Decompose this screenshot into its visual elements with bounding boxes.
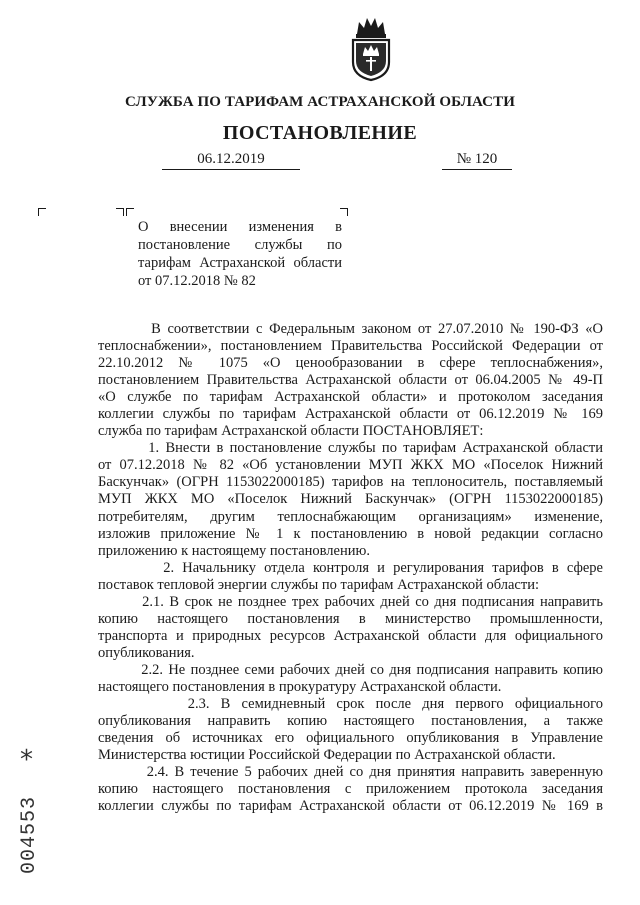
body-line: МУП ЖКХ МО «Поселок Нижний Баскунчак» (ОГРН 1153022000185) <box>98 491 603 508</box>
body-paragraph <box>98 662 603 696</box>
body-line: настоящего постановления в прокуратуру Астраханской области. <box>98 678 502 695</box>
body-line: 2.1. В срок не позднее трех рабочих дней со дня подписания направить <box>98 593 604 610</box>
document-body <box>98 321 603 815</box>
body-line: Баскунчак» (ОГРН 1153022000185) тарифов на теплоноситель, поставляемый <box>98 474 603 491</box>
body-line: служба по тарифам Астраханской области ПОСТАНОВЛЯЕТ: <box>98 423 484 440</box>
astrakhan-coat-of-arms-icon <box>349 14 393 82</box>
body-line: сведения об источниках его официального опубликования в Управление <box>98 730 603 747</box>
stamp-mark: * <box>20 745 33 775</box>
body-line: опубликования направить копию настоящего постановления, а также <box>98 713 603 730</box>
document-type-title: ПОСТАНОВЛЕНИЕ <box>222 122 418 144</box>
body-line: 2.2. Не позднее семи рабочих дней со дня подписания направить копию <box>98 661 603 678</box>
body-line: копию настоящего постановления с приложением протокола заседания <box>98 781 603 798</box>
body-line: 2.3. В семидневный срок после дня первого официального <box>98 696 603 713</box>
body-line: изложив приложение № 1 к постановлению в новой редакции согласно <box>98 525 603 542</box>
body-line: поставок тепловой энергии службы по тарифам Астраханской области: <box>98 576 539 593</box>
body-line: 22.10.2012 № 1075 «О ценообразовании в сфере теплоснабжения», <box>98 355 603 372</box>
subject-line: тарифам Астраханской области <box>138 255 342 271</box>
subject-line: постановление службы по <box>138 237 342 253</box>
body-paragraph <box>98 696 603 764</box>
body-line: от 07.12.2018 № 82 «Об установлении МУП ЖКХ МО «Поселок Нижний <box>98 457 603 474</box>
body-line: транспорта и природных ресурсов Астраханской области для официального <box>98 627 603 644</box>
corner-bracket-subject-left-a <box>116 208 124 216</box>
corner-bracket-subject-right <box>340 208 348 216</box>
body-line: «О службе по тарифам Астраханской области» и протоколом заседания <box>98 389 603 406</box>
body-line: 2.4. В течение 5 рабочих дней со дня принятия направить заверенную <box>98 764 603 781</box>
document-subject <box>138 218 342 290</box>
body-line: приложению к настоящему постановлению. <box>98 542 370 559</box>
body-line: потребителям, другим теплоснабжающим организациям» изменение, <box>98 508 603 525</box>
body-line: Министерства юстиции Российской Федерации по Астраханской области. <box>98 747 556 764</box>
body-paragraph <box>98 594 603 662</box>
stamp-number <box>14 774 44 874</box>
subject-line: от 07.12.2018 № 82 <box>138 273 256 289</box>
body-line: В соответствии с Федеральным законом от 27.07.2010 № 190-ФЗ «О <box>98 321 603 337</box>
corner-bracket-subject-left-b <box>126 208 134 216</box>
body-line: теплоснабжении», постановлением Правительства Российской Федерации от <box>98 338 603 355</box>
document-date: 06.12.2019 <box>162 151 300 170</box>
subject-line: О внесении изменения в <box>138 219 342 235</box>
body-line: 2. Начальнику отдела контроля и регулирования тарифов в сфере <box>98 559 603 576</box>
body-paragraph <box>98 321 603 440</box>
body-line: копию настоящего постановления в министерство промышленности, <box>98 610 603 627</box>
body-line: постановлением Правительства Астраханской области от 06.04.2005 № 49-П <box>98 372 603 389</box>
body-paragraph <box>98 440 603 559</box>
body-line: коллегии службы по тарифам Астраханской области от 06.12.2019 № 169 в <box>98 798 603 815</box>
body-line: коллегии службы по тарифам Астраханской области от 06.12.2019 № 169 <box>98 406 603 423</box>
body-line: опубликования. <box>98 644 195 661</box>
document-number: № 120 <box>442 151 512 170</box>
organization-title: СЛУЖБА ПО ТАРИФАМ АСТРАХАНСКОЙ ОБЛАСТИ <box>125 94 515 110</box>
corner-bracket-top-left <box>38 208 46 216</box>
body-paragraph <box>98 560 603 594</box>
body-paragraph <box>98 764 603 815</box>
stamp-number-text: 004553 <box>18 795 41 874</box>
body-line: 1. Внести в постановление службы по тарифам Астраханской области <box>98 440 603 457</box>
